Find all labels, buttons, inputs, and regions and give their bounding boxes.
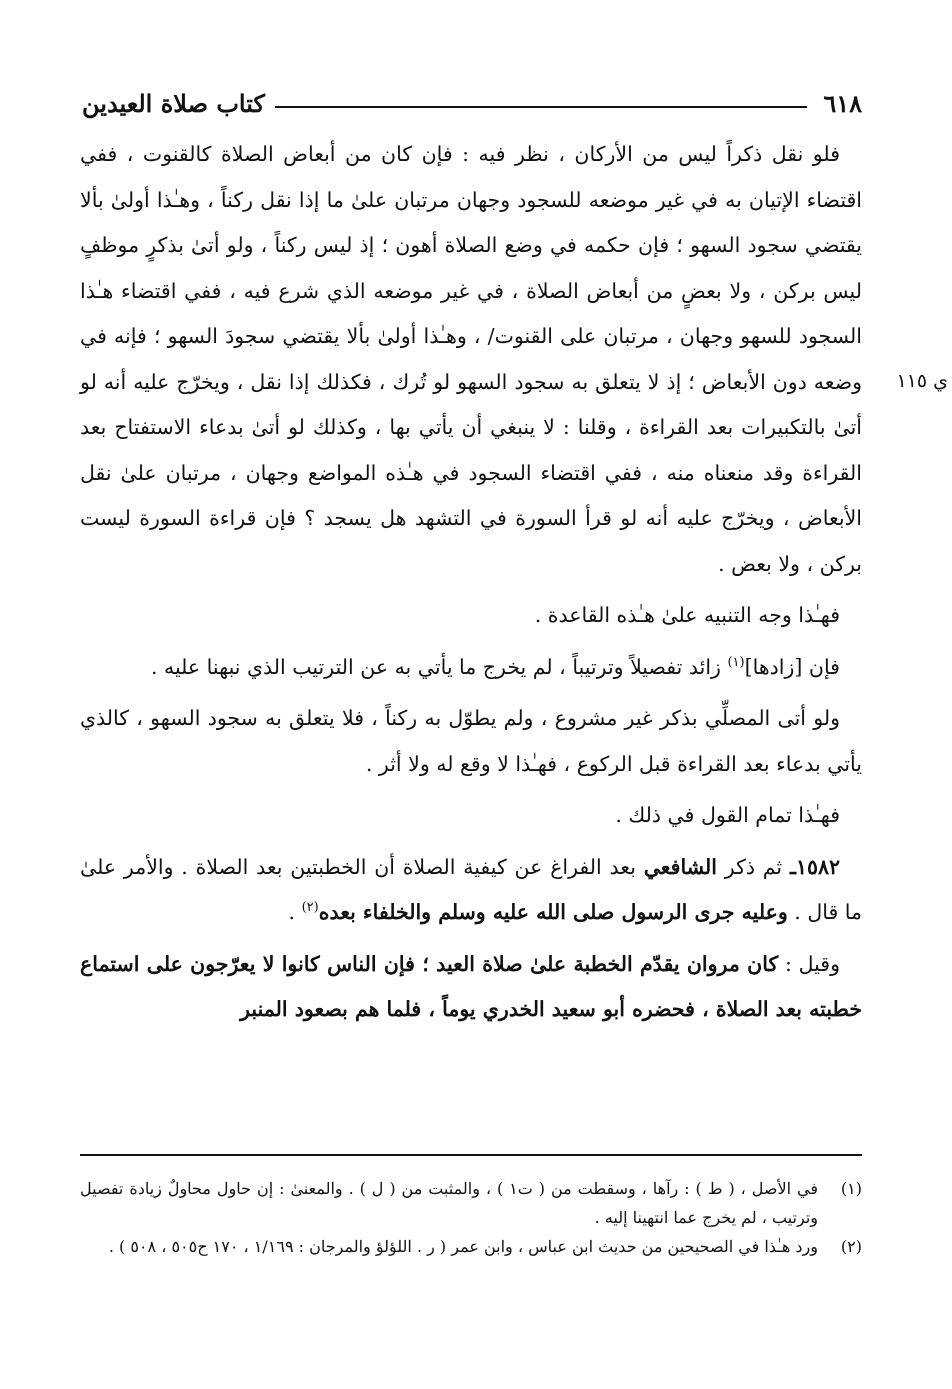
issue-number: ١٥٨٢ـ: [789, 854, 840, 879]
paragraph-6-bold: وعليه جرى الرسول صلى الله عليه وسلم والخلفاء بعده: [318, 900, 788, 924]
paragraph-3-start: فإن [زادها]: [744, 654, 840, 679]
main-text: [80, 132, 862, 1033]
page-number: ٦١٨: [823, 89, 862, 118]
header-rule: [275, 106, 807, 108]
footnote-ref-1[interactable]: (١): [727, 654, 745, 670]
imam-name: الشافعي: [643, 854, 717, 879]
chapter-title: كتاب صلاة العيدين: [82, 89, 265, 118]
paragraph-3-rest: زائد تفصيلاً وترتيباً ، لم يخرج ما يأتي به عن الترتيب الذي نبهنا عليه .: [150, 654, 728, 679]
footnote-1: [80, 1174, 862, 1232]
footnote-number: (٢): [840, 1237, 862, 1256]
paragraph-6-part-a: ثم ذكر: [716, 854, 790, 879]
paragraph-6: [80, 845, 862, 936]
manuscript-folio-marker: ي ١١٥: [896, 370, 948, 392]
paragraph-7-bold: كان مروان يقدّم الخطبة علىٰ صلاة العيد ؛ فإن الناس كانوا لا يعرّجون على استماع خطبته بعد الصلاة ، فحضره أبو سعيد الخدري يوماً ، فلما هم بصعود المنبر: [80, 951, 862, 1021]
footnotes: [80, 1174, 862, 1261]
paragraph-6-end: .: [288, 900, 302, 924]
paragraph-3: [80, 645, 862, 691]
running-header: [82, 84, 862, 118]
footnote-ref-2[interactable]: (٢): [301, 900, 319, 916]
footnote-text: ورد هـٰذا في الصحيحين من حديث ابن عباس ، وابن عمر ( ر . اللؤلؤ والمرجان : ١/١٦٩ ، ١٧٠ ح٥٠٥ ، ٥٠٨ ) .: [108, 1237, 818, 1256]
footnote-2: [80, 1232, 862, 1261]
paragraph-7: [80, 942, 862, 1033]
footnote-divider: [80, 1154, 862, 1156]
paragraph-5: فهـٰذا تمام القول في ذلك .: [615, 803, 840, 827]
paragraph-1: فلو نقل ذكراً ليس من الأركان ، نظر فيه : فإن كان من أبعاض الصلاة كالقنوت ، ففي اقتضاء الإتيان به في غير موضعه للسجود وجهان مرتبان علىٰ ما إذا نقل ركناً ، وهـٰذا أولىٰ بألا يقتضي سجود السهو ؛ فإن حكمه في وضع الصلاة أهون ؛ إذ ليس ركناً ، ولو أتىٰ بذكرٍ موظفٍ ليس بركن ، ولا بعضٍ من أبعاض الصلاة ، في غير موضعه الذي شرع فيه ، ففي اقتضاء هـٰذا السجود للسهو وجهان ، مرتبان على القنوت/ ، وهـٰذا أولىٰ بألا يقتضي سجودَ السهو ؛ فإنه في وضعه دون الأبعاض ؛ إذ لا يتعلق به سجود السهو لو تُرك ، فكذلك إذا نقل ، ويخرّج عليه أنه لو أتىٰ بالتكبيرات بعد القراءة ، وقلنا : لا ينبغي أن يأتي بها ، وكذلك لو أتىٰ بدعاء الاستفتاح بعد القراءة وقد منعناه منه ، ففي اقتضاء السجود في هـٰذه المواضع وجهان ، مرتبان علىٰ نقل الأبعاض ، ويخرّج عليه أنه لو قرأ السورة في التشهد هل يسجد ؟ فإن قراءة السورة ليست بركن ، ولا بعض .: [80, 142, 862, 576]
footnote-text: في الأصل ، ( ط ) : رآها ، وسقطت من ( ت١ ) ، والمثبت من ( ل ) . والمعنىٰ : إن حاول محاولٌ زيادة تفصيل وترتيب ، لم يخرج عما انتهينا إليه .: [80, 1179, 818, 1227]
footnote-number: (١): [840, 1179, 862, 1198]
paragraph-6-part-c: بعد الفراغ عن كيفية الصلاة أن الخطبتين بعد الصلاة . والأمر علىٰ ما قال .: [80, 854, 862, 924]
paragraph-2: فهـٰذا وجه التنبيه علىٰ هـٰذه القاعدة .: [534, 603, 840, 627]
paragraph-4: ولو أتى المصلِّي بذكر غير مشروع ، ولم يطوّل به ركناً ، فلا يتعلق به سجود السهو ، كالذي يأتي بدعاء بعد القراءة قبل الركوع ، فهـٰذا لا وقع له ولا أثر .: [80, 706, 862, 776]
paragraph-7-start: وقيل :: [778, 951, 840, 976]
